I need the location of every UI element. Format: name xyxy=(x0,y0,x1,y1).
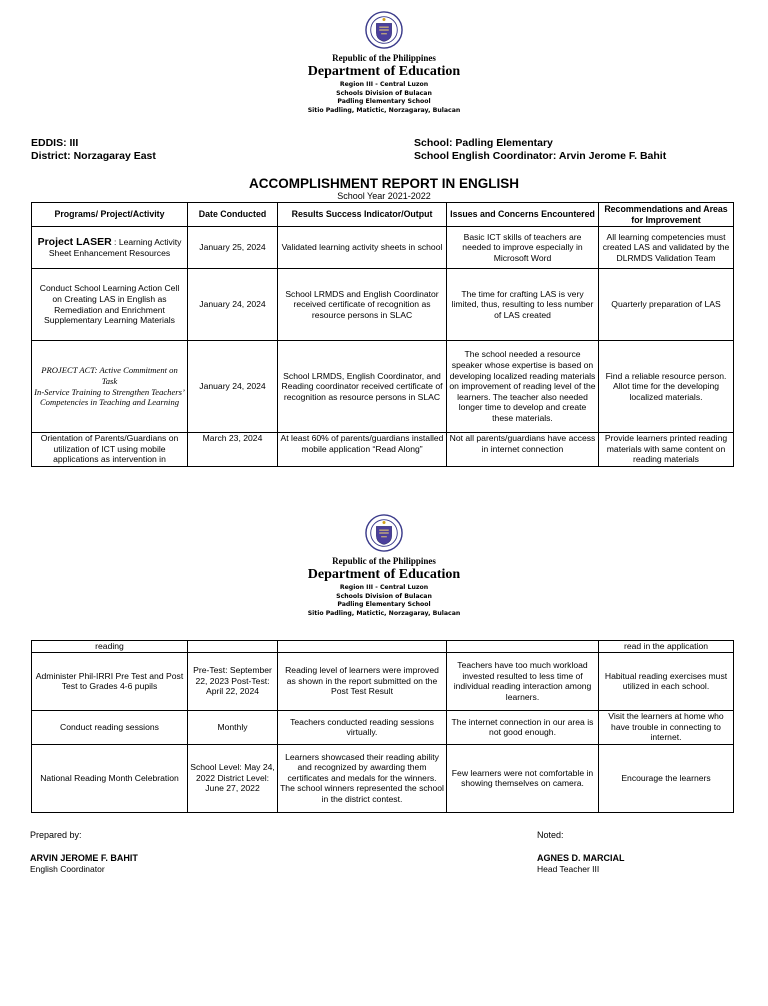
table-row xyxy=(32,710,734,744)
date-cell: March 23, 2024 xyxy=(188,433,278,467)
report-table-page1 xyxy=(31,202,734,467)
project-desc: : Learning Activity Sheet Enhancement Resources xyxy=(48,236,182,258)
coordinator-label: School English Coordinator: Arvin Jerome F. Bahit xyxy=(414,150,667,162)
division-line: Schools Division of Bulacan xyxy=(336,89,432,97)
col-header: Date Conducted xyxy=(188,203,278,227)
date-cell: School Level: May 24, 2022 District Level: June 27, 2022 xyxy=(188,744,278,812)
project-name: Project LASER xyxy=(37,235,112,248)
noted-label: Noted: xyxy=(537,830,564,840)
issue-cell: Basic ICT skills of teachers are needed to improve especially in Microsoft Word xyxy=(447,227,599,269)
result-cell: At least 60% of parents/guardians installed mobile application “Read Along” xyxy=(278,433,447,467)
col-header: Results Success Indicator/Output xyxy=(278,203,447,227)
table-row xyxy=(32,269,734,341)
program-cell: Conduct reading sessions xyxy=(32,710,188,744)
program-cell xyxy=(32,227,188,269)
address-line: Sitio Padling, Matictic, Norzagaray, Bulacan xyxy=(307,106,461,114)
table-row xyxy=(32,652,734,710)
prepared-name: ARVIN JEROME F. BAHIT xyxy=(30,853,138,863)
issue-cell: The internet connection in our area is not good enough. xyxy=(447,710,599,744)
date-cell xyxy=(188,641,278,653)
department-title: Department of Education xyxy=(307,64,461,79)
table-row xyxy=(32,433,734,467)
school-line: Padling Elementary School xyxy=(337,601,431,608)
program-cell: Administer Phil-IRRI Pre Test and Post Test to Grades 4-6 pupils xyxy=(32,652,188,710)
rec-cell: Visit the learners at home who have trouble in connecting to internet. xyxy=(599,710,734,744)
prepared-by-label: Prepared by: xyxy=(30,830,82,840)
school-label: School: Padling Elementary xyxy=(414,137,553,149)
issue-cell: Not all parents/guardians have access in internet connection xyxy=(447,433,599,467)
district-label: District: Norzagaray East xyxy=(31,150,156,162)
rec-cell: All learning competencies must created LAS and validated by the DLRMDS Validation Team xyxy=(599,227,734,269)
department-title: Department of Education xyxy=(307,567,461,582)
date-cell: January 25, 2024 xyxy=(188,227,278,269)
rec-cell: Provide learners printed reading materials with same content on reading materials xyxy=(599,433,734,467)
issue-cell: The school needed a resource speaker whose expertise is based on developing localized reading materials on improvement of reading level of the learners. The teacher also needed longer time to develop and create these materials. xyxy=(447,341,599,433)
header-address xyxy=(0,81,768,115)
date-cell: Pre-Test: September 22, 2023 Post-Test: April 22, 2024 xyxy=(188,652,278,710)
division-line: Schools Division of Bulacan xyxy=(336,592,432,600)
prepared-title: English Coordinator xyxy=(30,864,105,874)
issue-cell xyxy=(447,641,599,653)
table-header-row xyxy=(32,203,734,227)
info-left xyxy=(31,137,156,163)
issue-cell: Few learners were not comfortable in showing themselves on camera. xyxy=(447,744,599,812)
info-right xyxy=(414,137,666,163)
table-row xyxy=(32,744,734,812)
rec-cell: Habitual reading exercises must utilized in each school. xyxy=(599,652,734,710)
rec-cell: Quarterly preparation of LAS xyxy=(599,269,734,341)
result-cell: School LRMDS and English Coordinator received certificate of recognition as resource persons in SLAC xyxy=(278,269,447,341)
col-header: Issues and Concerns Encountered xyxy=(447,203,599,227)
region-line: Region III - Central Luzon xyxy=(339,584,429,591)
result-cell: Validated learning activity sheets in school xyxy=(278,227,447,269)
program-line: PROJECT ACT: Active Commitment on Task xyxy=(41,365,178,386)
deped-seal-icon xyxy=(365,514,403,552)
date-cell: January 24, 2024 xyxy=(188,269,278,341)
report-title: ACCOMPLISHMENT REPORT IN ENGLISH xyxy=(248,176,519,191)
rec-cell: read in the application xyxy=(599,641,734,653)
result-cell: Teachers conducted reading sessions virtually. xyxy=(278,710,447,744)
table-row xyxy=(32,341,734,433)
date-cell: Monthly xyxy=(188,710,278,744)
col-header: Recommendations and Areas for Improvement xyxy=(599,203,734,227)
program-cell: National Reading Month Celebration xyxy=(32,744,188,812)
program-cell: reading xyxy=(32,641,188,653)
program-cell: Conduct School Learning Action Cell on Creating LAS in English as Remediation and Enrichment Supplementary Learning Materials xyxy=(32,269,188,341)
noted-name: AGNES D. MARCIAL xyxy=(537,853,625,863)
result-cell xyxy=(278,641,447,653)
table-row xyxy=(32,641,734,653)
table-row xyxy=(32,227,734,269)
col-header: Programs/ Project/Activity xyxy=(32,203,188,227)
date-cell: January 24, 2024 xyxy=(188,341,278,433)
program-cell: Orientation of Parents/Guardians on utilization of ICT using mobile applications as intervention in xyxy=(32,433,188,467)
report-table-page2 xyxy=(31,640,734,813)
program-line: In-Service Training to Strengthen Teachers’ Competencies in Teaching and Learning xyxy=(34,386,185,408)
result-cell: School LRMDS, English Coordinator, and Reading coordinator received certificate of recognition as resource persons in SLAC xyxy=(278,341,447,433)
school-line: Padling Elementary School xyxy=(337,98,431,105)
deped-seal-icon xyxy=(365,11,403,49)
school-year: School Year 2021-2022 xyxy=(337,191,431,201)
rec-cell: Find a reliable resource person. Allot time for the developing localized materials. xyxy=(599,341,734,433)
address-line: Sitio Padling, Matictic, Norzagaray, Bulacan xyxy=(307,609,461,617)
noted-title: Head Teacher III xyxy=(537,864,600,874)
program-cell xyxy=(32,341,188,433)
rec-cell: Encourage the learners xyxy=(599,744,734,812)
region-line: Region III - Central Luzon xyxy=(339,81,429,88)
result-cell: Learners showcased their reading ability and recognized by awarding them certificates and medals for the winners. The school winners represented the school in the district contest. xyxy=(278,744,447,812)
republic-label: Republic of the Philippines xyxy=(332,53,436,63)
header-address xyxy=(0,584,768,618)
result-cell: Reading level of learners were improved as shown in the report submitted on the Post Test Result xyxy=(278,652,447,710)
issue-cell: Teachers have too much workload invested resulted to less time of individual reading interaction among learners. xyxy=(447,652,599,710)
republic-label: Republic of the Philippines xyxy=(332,556,436,566)
issue-cell: The time for crafting LAS is very limited, thus, resulting to less number of LAS created xyxy=(447,269,599,341)
eddis-label: EDDIS: III xyxy=(31,137,79,149)
